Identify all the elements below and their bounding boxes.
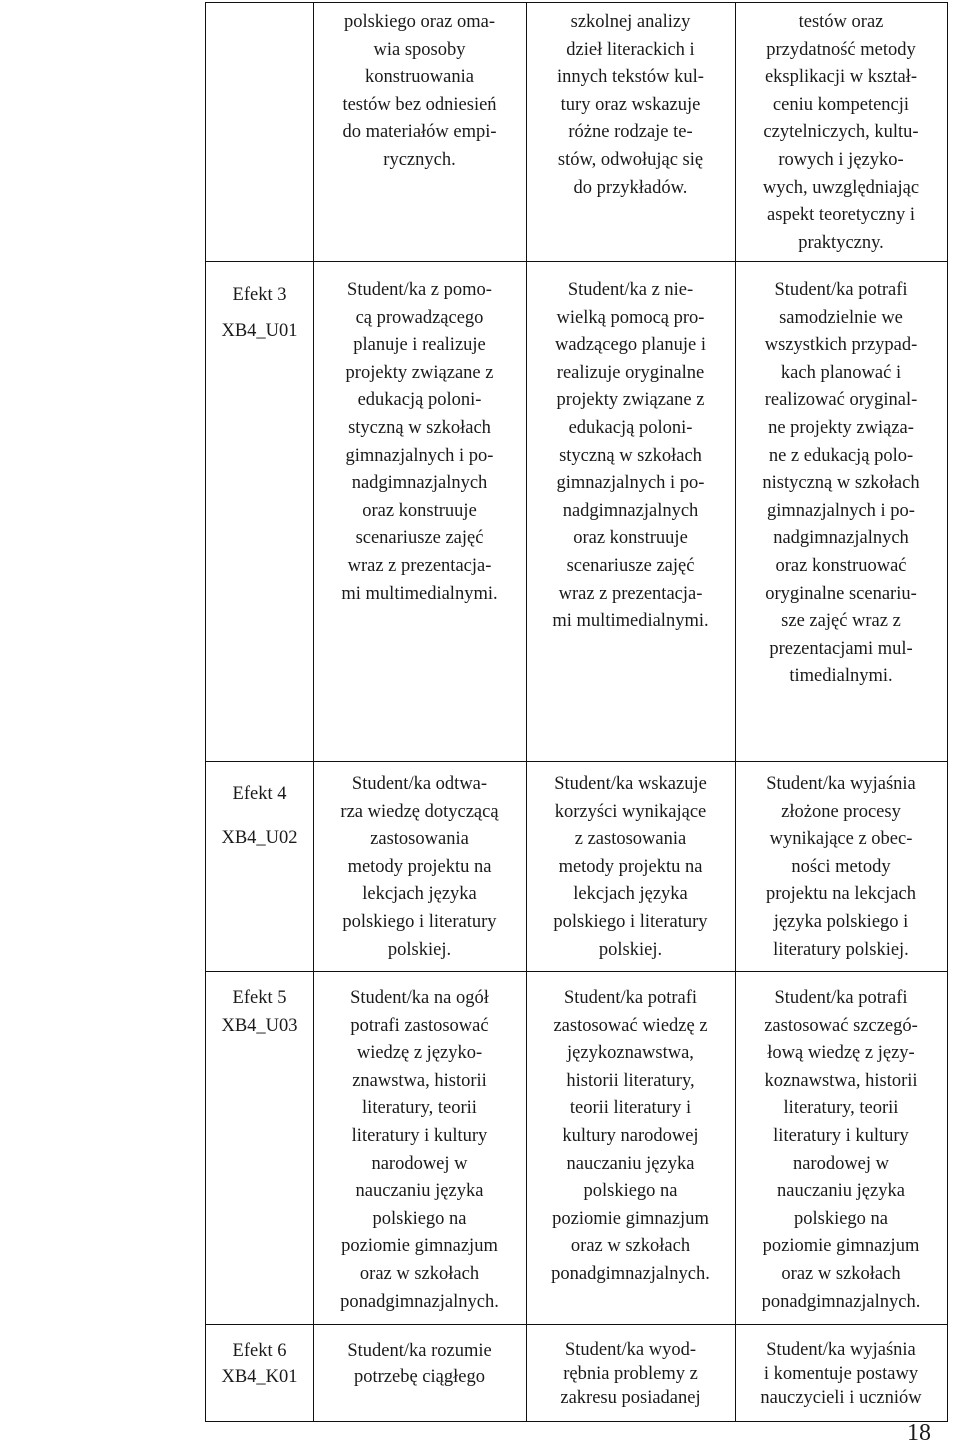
cell-text: rza wiedzę dotyczącą — [340, 801, 499, 822]
cell-text: planuje i realizuje — [353, 335, 486, 356]
cell-text: wszystkich przypad- — [764, 335, 918, 356]
grade-4-cell — [526, 972, 735, 1324]
cell-text: rębnia problemy z — [563, 1364, 698, 1384]
cell-text: projekty związane z — [556, 390, 705, 411]
cell-text: oraz konstruuje — [362, 500, 477, 521]
effect-label: Efekt 3 — [232, 285, 287, 305]
cell-text: do przykładów. — [573, 177, 688, 198]
grade-3-cell — [313, 3, 526, 261]
cell-text: znawstwa, historii — [352, 1070, 487, 1091]
cell-text: polskiego na — [793, 1208, 889, 1229]
grade-4-cell — [526, 3, 735, 261]
cell-text: ne projekty związa- — [768, 417, 914, 438]
cell-text: metody projektu na — [347, 856, 492, 877]
cell-text: scenariusze zajęć — [355, 528, 484, 549]
cell-text: literatury, teorii — [783, 1098, 899, 1119]
cell-text: literatury polskiej. — [773, 939, 909, 960]
grade-3-cell — [313, 261, 526, 761]
table-row — [206, 762, 947, 972]
cell-text: ności metody — [791, 856, 891, 877]
cell-text: lekcjach języka — [362, 884, 477, 905]
cell-text: Student/ka potrafi — [563, 988, 698, 1008]
cell-text: z zastosowania — [574, 829, 687, 850]
cell-text: czytelniczych, kultu- — [763, 122, 919, 143]
cell-text: wadzącego planuje i — [554, 335, 706, 356]
grade-3-cell — [313, 762, 526, 971]
cell-text: testów bez odniesień — [342, 94, 497, 115]
cell-text: nauczaniu języka — [566, 1153, 695, 1174]
cell-text: Student/ka potrafi — [774, 280, 908, 300]
cell-text: wia sposoby — [373, 39, 466, 60]
cell-text: wych, uwzględniając — [762, 177, 920, 198]
table-row — [206, 2, 947, 262]
cell-text: wiedzę z języko- — [356, 1043, 483, 1064]
cell-text: potrzebę ciągłego — [354, 1367, 485, 1387]
effect-code: XB4_K01 — [221, 1367, 298, 1387]
cell-text: łową wiedzę z języ- — [767, 1043, 915, 1064]
cell-text: zastosowania — [370, 829, 469, 850]
cell-text: testów oraz — [798, 12, 884, 32]
grade-4-cell — [526, 261, 735, 761]
cell-text: aspekt teoretyczny i — [767, 205, 915, 226]
cell-text: Student/ka rozumie — [347, 1341, 492, 1361]
cell-text: kultury narodowej — [562, 1125, 699, 1146]
cell-text: polskiej. — [387, 939, 452, 960]
cell-text: oraz w szkołach — [570, 1236, 691, 1257]
cell-text: edukacją poloni- — [357, 390, 482, 411]
cell-text: oraz konstruuje — [573, 528, 688, 549]
cell-text: literatury, teorii — [362, 1098, 477, 1119]
cell-text: przydatność metody — [766, 39, 916, 60]
cell-text: prezentacjami mul- — [769, 638, 913, 659]
cell-text: rycznych. — [383, 149, 456, 170]
grade-3-cell — [313, 1325, 526, 1421]
cell-text: Student/ka na ogół — [350, 988, 489, 1008]
cell-text: edukacją poloni- — [568, 417, 693, 438]
grade-5-cell — [735, 261, 947, 761]
cell-text: literatury i kultury — [773, 1125, 909, 1146]
grade-5-cell — [735, 1325, 947, 1421]
cell-text: mi multimedialnymi. — [552, 611, 709, 632]
cell-text: oraz w szkołach — [359, 1263, 480, 1284]
table-row — [206, 261, 947, 762]
cell-text: eksplikacji w kształ- — [764, 67, 918, 88]
cell-text: konstruowania — [365, 67, 474, 88]
cell-text: nauczaniu języka — [777, 1181, 905, 1202]
cell-text: Student/ka z nie- — [567, 280, 694, 300]
cell-text: lekcjach języka — [573, 884, 688, 905]
cell-text: dzieł literackich i — [566, 39, 695, 60]
cell-text: poziomie gimnazjum — [552, 1208, 709, 1229]
page-number: 18 — [907, 1420, 931, 1446]
cell-text: polskiego na — [372, 1208, 467, 1229]
grade-4-cell — [526, 1325, 735, 1421]
cell-text: Student/ka wyjaśnia — [766, 774, 916, 794]
cell-text: oryginalne scenariu- — [765, 583, 917, 604]
cell-text: rowych i języko- — [778, 149, 904, 170]
cell-text: oraz konstruować — [775, 555, 907, 576]
cell-text: Student/ka wyjaśnia — [766, 1340, 916, 1360]
cell-text: korzyści wynikające — [554, 801, 707, 822]
grade-5-cell — [735, 3, 947, 261]
cell-text: gimnazjalnych i po- — [556, 473, 705, 494]
effect-cell — [206, 762, 313, 971]
effect-cell — [206, 261, 313, 761]
cell-text: językoznawstwa, — [567, 1043, 694, 1064]
cell-text: styczną w szkołach — [348, 417, 491, 438]
cell-text: Student/ka wskazuje — [554, 774, 707, 794]
cell-text: potrafi zastosować — [350, 1015, 489, 1036]
effect-code: XB4_U01 — [221, 321, 298, 341]
cell-text: wielką pomocą pro- — [556, 307, 705, 328]
effect-cell — [206, 972, 313, 1324]
cell-text: nadgimnazjalnych — [562, 500, 699, 521]
cell-text: nauczycieli i uczniów — [760, 1388, 922, 1408]
cell-text: narodowej w — [792, 1153, 890, 1174]
cell-text: polskiego i literatury — [342, 911, 497, 932]
cell-text: scenariusze zajęć — [566, 555, 695, 576]
cell-text: Student/ka z pomo- — [347, 280, 492, 300]
cell-text: języka polskiego i — [773, 911, 909, 932]
cell-text: timedialnymi. — [789, 666, 893, 687]
outcomes-table — [205, 2, 948, 1422]
cell-text: historii literatury, — [566, 1070, 695, 1091]
grade-5-cell — [735, 972, 947, 1324]
table-row — [206, 972, 947, 1325]
cell-text: wraz z prezentacja- — [347, 555, 492, 576]
cell-text: tury oraz wskazuje — [560, 94, 701, 115]
cell-text: nauczaniu języka — [355, 1181, 484, 1202]
cell-text: poziomie gimnazjum — [762, 1236, 920, 1257]
cell-text: oraz w szkołach — [781, 1263, 901, 1284]
grade-5-cell — [735, 762, 947, 971]
cell-text: gimnazjalnych i po- — [345, 445, 494, 466]
cell-text: ponadgimnazjalnych. — [761, 1291, 921, 1312]
cell-text: literatury i kultury — [351, 1125, 488, 1146]
effect-label: Efekt 5 — [232, 988, 287, 1008]
cell-text: polskiego i literatury — [553, 911, 708, 932]
cell-text: narodowej w — [371, 1153, 468, 1174]
cell-text: projekty związane z — [345, 362, 494, 383]
cell-text: nistyczną w szkołach — [762, 473, 920, 494]
cell-text: zastosować szczegó- — [764, 1015, 918, 1036]
cell-text: Student/ka potrafi — [774, 988, 908, 1008]
grade-4-cell — [526, 762, 735, 971]
cell-text: szkolnej analizy — [570, 12, 691, 32]
cell-text: Student/ka wyod- — [564, 1340, 697, 1360]
cell-text: ponadgimnazjalnych. — [340, 1291, 499, 1312]
cell-text: poziomie gimnazjum — [341, 1236, 498, 1257]
cell-text: ponadgimnazjalnych. — [551, 1263, 710, 1284]
effect-cell — [206, 3, 313, 261]
cell-text: teorii literatury i — [569, 1098, 692, 1119]
cell-text: kach planować i — [780, 362, 902, 383]
cell-text: innych tekstów kul- — [557, 67, 704, 88]
cell-text: nadgimnazjalnych — [773, 528, 909, 549]
effect-code: XB4_U02 — [221, 828, 298, 848]
cell-text: wraz z prezentacja- — [558, 583, 703, 604]
cell-text: zastosować wiedzę z — [553, 1015, 708, 1036]
cell-text: wynikające z obec- — [769, 829, 913, 850]
cell-text: ceniu kompetencji — [772, 94, 910, 115]
cell-text: Student/ka odtwa- — [351, 774, 488, 794]
cell-text: ne z edukacją polo- — [768, 445, 914, 466]
cell-text: polskiego oraz oma- — [343, 12, 496, 32]
cell-text: cą prowadzącego — [355, 307, 484, 328]
effect-code: XB4_U03 — [221, 1015, 298, 1036]
cell-text: metody projektu na — [558, 856, 703, 877]
cell-text: koznawstwa, historii — [764, 1070, 918, 1091]
cell-text: stów, odwołując się — [557, 149, 704, 170]
grade-3-cell — [313, 972, 526, 1324]
cell-text: do materiałów empi- — [342, 122, 497, 143]
cell-text: mi multimedialnymi. — [341, 583, 498, 604]
cell-text: zakresu posiadanej — [560, 1388, 701, 1408]
cell-text: realizować oryginal- — [764, 390, 918, 411]
effect-label: Efekt 4 — [232, 784, 287, 804]
cell-text: różne rodzaje te- — [568, 122, 693, 143]
cell-text: gimnazjalnych i po- — [767, 500, 915, 521]
effect-cell — [206, 1325, 313, 1421]
cell-text: sze zajęć wraz z — [781, 611, 901, 632]
cell-text: polskiej. — [598, 939, 663, 960]
table-row — [206, 1325, 947, 1422]
effect-label: Efekt 6 — [232, 1341, 287, 1361]
cell-text: praktyczny. — [798, 232, 884, 253]
cell-text: nadgimnazjalnych — [351, 473, 488, 494]
cell-text: projektu na lekcjach — [766, 884, 916, 905]
cell-text: polskiego na — [583, 1181, 678, 1202]
cell-text: samodzielnie we — [779, 307, 903, 328]
cell-text: złożone procesy — [781, 801, 901, 822]
cell-text: i komentuje postawy — [763, 1364, 919, 1384]
cell-text: realizuje oryginalne — [556, 362, 705, 383]
cell-text: styczną w szkołach — [559, 445, 702, 466]
